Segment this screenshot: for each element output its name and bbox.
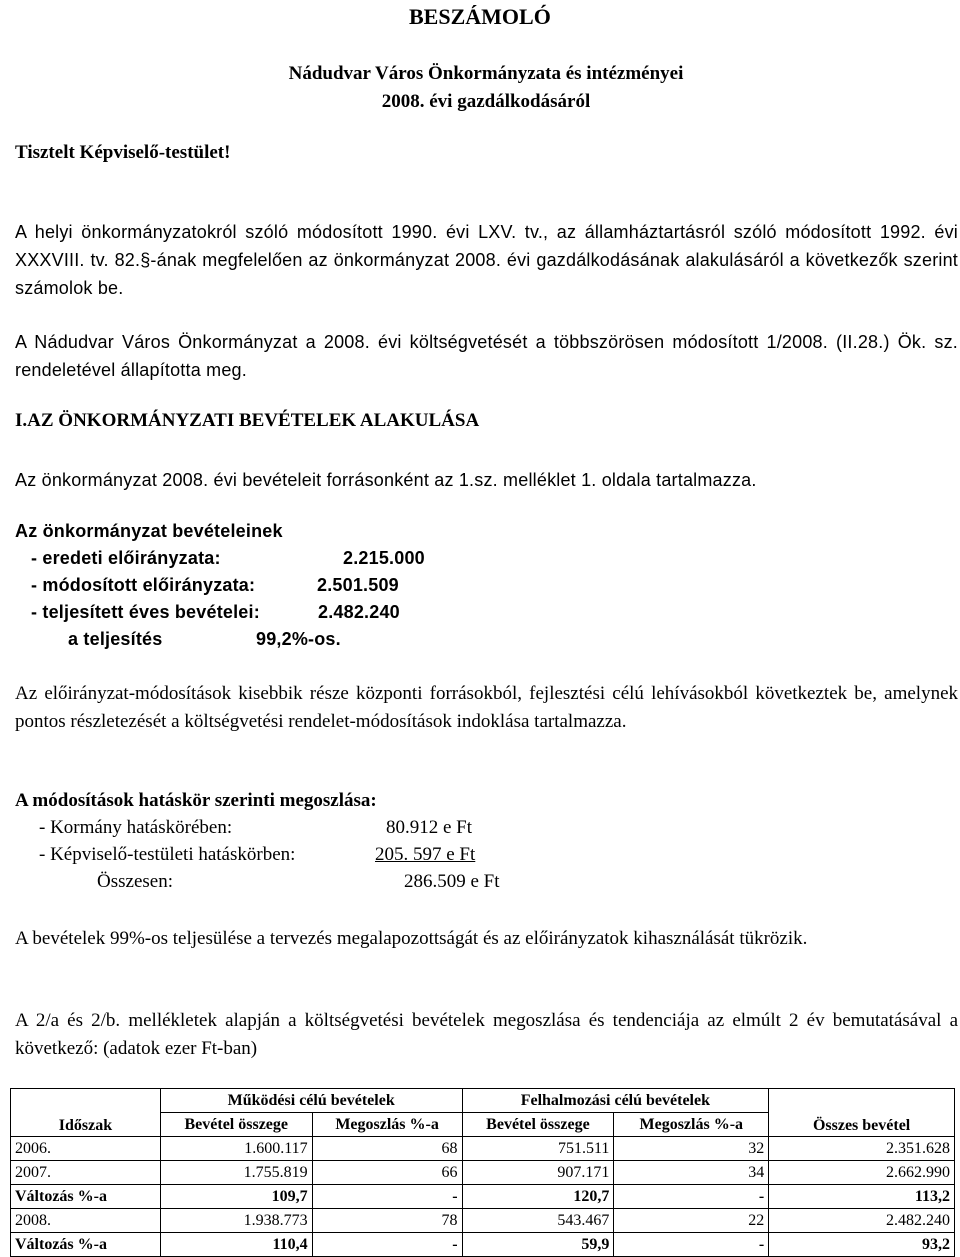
group-header-operating: Működési célú bevételek (160, 1089, 462, 1113)
cell-cap-share: 22 (614, 1209, 769, 1233)
table-row (11, 1161, 955, 1185)
table-row (11, 1185, 955, 1209)
mod-government-value: 80.912 e Ft (386, 817, 473, 838)
cell-op-share: 78 (312, 1209, 462, 1233)
cell-op-share: 66 (312, 1161, 462, 1185)
cell-total: 113,2 (769, 1185, 955, 1209)
revenue-original-value: 2.215.000 (343, 548, 425, 568)
greeting: Tisztelt Képviselő-testület! (15, 142, 231, 163)
cell-total: 2.351.628 (769, 1137, 955, 1161)
section-paragraph-1: Az önkormányzat 2008. évi bevételeit forrásonként az 1.sz. melléklet 1. oldala tartalmazza. (15, 470, 757, 490)
col-header-cap-amount: Bevétel összege (462, 1113, 614, 1137)
section-paragraph-3: A bevételek 99%-os teljesülése a tervezés megalapozottságát és az előirányzatok kihasználását tükrözik. (15, 928, 808, 949)
cell-cap-amount: 120,7 (462, 1185, 614, 1209)
cell-op-share: - (312, 1185, 462, 1209)
intro-paragraph-1: A helyi önkormányzatokról szóló módosított 1990. évi LXV. tv., az államháztartásról szóló módosított 1992. évi XXXVIII. tv. 82.§-ának megfelelően az önkormányzat 2008. évi gazdálkodásának alakulásáról a következők szerint számolok be. (15, 222, 958, 298)
cell-cap-share: - (614, 1233, 769, 1257)
cell-cap-share: 32 (614, 1137, 769, 1161)
table-row (11, 1137, 955, 1161)
document-title: BESZÁMOLÓ (409, 4, 551, 29)
cell-period: Változás %-a (11, 1233, 161, 1257)
cell-op-amount: 1.938.773 (160, 1209, 312, 1233)
col-header-cap-share: Megoszlás %-a (614, 1113, 769, 1137)
cell-total: 2.662.990 (769, 1161, 955, 1185)
cell-period: 2007. (11, 1161, 161, 1185)
cell-cap-amount: 543.467 (462, 1209, 614, 1233)
document-subtitle (236, 60, 736, 116)
mod-council-value: 205. 597 e Ft (375, 844, 476, 865)
section-paragraph-2: Az előirányzat-módosítások kisebbik része központi forrásokból, fejlesztési célú lehívásokból következtek be, amelynek pontos részletezését a költségvetési rendelet-módosítások indoklása tartalmazza. (15, 683, 958, 732)
cell-op-share: 68 (312, 1137, 462, 1161)
table-row (11, 1209, 955, 1233)
section-heading: I.AZ ÖNKORMÁNYZATI BEVÉTELEK ALAKULÁSA (15, 410, 480, 431)
revenue-title: Az önkormányzat bevételeinek (15, 521, 283, 541)
cell-cap-share: - (614, 1185, 769, 1209)
intro-paragraph-2: A Nádudvar Város Önkormányzat a 2008. évi költségvetését a többszörösen módosított 1/2008. (II.28.) Ök. sz. rendeletével állapította meg. (15, 332, 958, 380)
col-header-total: Összes bevétel (769, 1089, 955, 1137)
col-header-op-share: Megoszlás %-a (312, 1113, 462, 1137)
revenue-table (10, 1088, 955, 1257)
cell-period: 2006. (11, 1137, 161, 1161)
mod-total-value: 286.509 e Ft (404, 871, 500, 892)
table-row (11, 1233, 955, 1257)
cell-period: Változás %-a (11, 1185, 161, 1209)
col-header-period: Időszak (11, 1089, 161, 1137)
cell-cap-amount: 907.171 (462, 1161, 614, 1185)
revenue-modified-label: - módosított előirányzata: (31, 575, 256, 595)
cell-op-share: - (312, 1233, 462, 1257)
cell-total: 93,2 (769, 1233, 955, 1257)
cell-op-amount: 1.600.117 (160, 1137, 312, 1161)
cell-period: 2008. (11, 1209, 161, 1233)
mod-council-label: - Képviselő-testületi hatáskörben: (39, 844, 296, 865)
mod-total-label: Összesen: (97, 871, 173, 892)
cell-cap-share: 34 (614, 1161, 769, 1185)
modifications-title: A módosítások hatáskör szerinti megoszlása: (15, 790, 377, 811)
subtitle-line-2: 2008. évi gazdálkodásáról (381, 91, 591, 112)
revenue-original-label: - eredeti előirányzata: (31, 548, 221, 568)
cell-cap-amount: 751.511 (462, 1137, 614, 1161)
col-header-op-amount: Bevétel összege (160, 1113, 312, 1137)
subtitle-line-1: Nádudvar Város Önkormányzata és intézményei (288, 63, 684, 84)
cell-op-amount: 1.755.819 (160, 1161, 312, 1185)
revenue-modified-value: 2.501.509 (317, 575, 399, 595)
group-header-capital: Felhalmozási célú bevételek (462, 1089, 769, 1113)
revenue-actual-value: 2.482.240 (318, 602, 400, 622)
cell-total: 2.482.240 (769, 1209, 955, 1233)
cell-op-amount: 110,4 (160, 1233, 312, 1257)
completion-value: 99,2%-os. (256, 629, 341, 649)
cell-op-amount: 109,7 (160, 1185, 312, 1209)
section-paragraph-4: A 2/a és 2/b. mellékletek alapján a költségvetési bevételek megoszlása és tendenciája az elmúlt 2 év bemutatásával a következő: (adatok ezer Ft-ban) (15, 1010, 958, 1059)
revenue-actual-label: - teljesített éves bevételei: (31, 602, 260, 622)
cell-cap-amount: 59,9 (462, 1233, 614, 1257)
mod-government-label: - Kormány hatáskörében: (39, 817, 233, 838)
completion-label: a teljesítés (68, 629, 163, 649)
